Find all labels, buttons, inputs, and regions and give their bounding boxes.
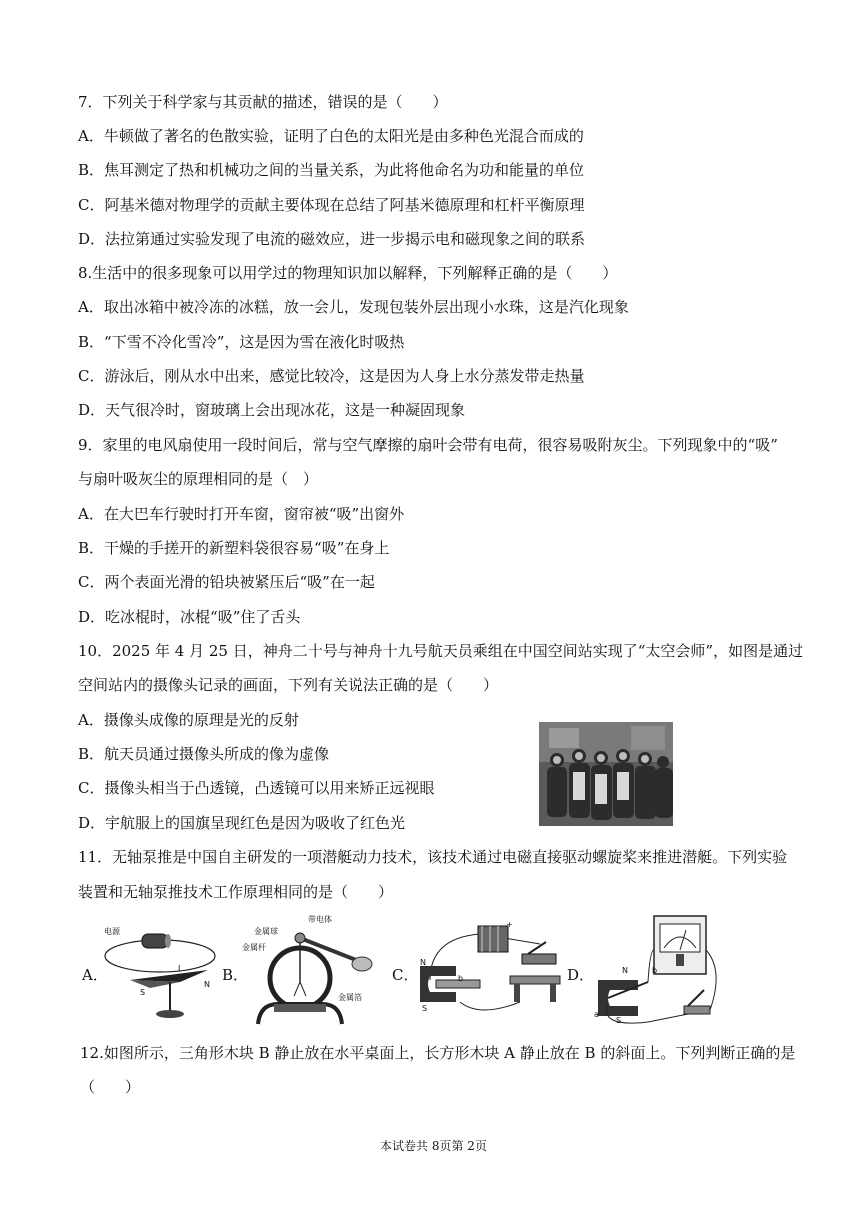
- q7-option-d: D．法拉第通过实验发现了电流的磁效应，进一步揭示电和磁现象之间的联系: [78, 230, 586, 248]
- q11-figure-b: [238, 912, 388, 1030]
- q9-stem-line2: 与扇叶吸灰尘的原理相同的是（ ）: [78, 470, 319, 488]
- q11-option-b-label: B．: [222, 966, 249, 984]
- q10-option-c: C．摄像头相当于凸透镜，凸透镜可以用来矫正远视眼: [78, 779, 435, 797]
- fig-c-b-label: b: [458, 974, 464, 983]
- q11-figure-c: [410, 918, 568, 1026]
- q8-option-a: A．取出冰箱中被冷冻的冰糕，放一会儿，发现包装外层出现小水珠，这是汽化现象: [78, 298, 629, 316]
- fig-d-s-label: S: [616, 1016, 622, 1025]
- q11-stem-line2: 装置和无轴泵推技术工作原理相同的是（ ）: [78, 883, 394, 901]
- q7-option-c: C．阿基米德对物理学的贡献主要体现在总结了阿基米德原理和杠杆平衡原理: [78, 196, 585, 214]
- fig-b-foil-label: 金属箔: [338, 993, 362, 1002]
- q11-figure-d: [588, 910, 728, 1032]
- fig-a-current-label: I: [178, 964, 181, 973]
- fig-c-s-label: S: [422, 1004, 428, 1013]
- q10-stem-line1: 10．2025 年 4 月 25 日，神舟二十号与神舟十九号航天员乘组在中国空间站实现了“太空会师”，如图是通过: [78, 642, 804, 660]
- q9-stem-line1: 9．家里的电风扇使用一段时间后，常与空气摩擦的扇叶会带有电荷，很容易吸附灰尘。下列现象中的“吸”: [78, 436, 778, 454]
- q7-option-a: A．牛顿做了著名的色散实验，证明了白色的太阳光是由多种色光混合而成的: [78, 127, 584, 145]
- q11-stem-line1: 11．无轴泵推是中国自主研发的一项潜艇动力技术，该技术通过电磁直接驱动螺旋桨来推进潜艇。下列实验: [78, 848, 788, 866]
- q8-stem: 8.生活中的很多现象可以用学过的物理知识加以解释，下列解释正确的是（ ）: [78, 264, 618, 282]
- q10-option-a: A．摄像头成像的原理是光的反射: [78, 711, 299, 729]
- fig-a-battery-label: 电源: [104, 927, 120, 936]
- q7-stem: 7．下列关于科学家与其贡献的描述，错误的是（ ）: [78, 93, 448, 111]
- q10-astronaut-photo: [539, 722, 673, 826]
- astronaut-photo-svg: [539, 722, 673, 826]
- q11-option-d-label: D．: [567, 966, 595, 984]
- page-footer: 本试卷共 8页第 2页: [380, 1139, 487, 1153]
- q11-option-c-label: C．: [392, 966, 419, 984]
- fig-a-s-label: S: [140, 988, 146, 997]
- q10-option-d: D．宇航服上的国旗呈现红色是因为吸收了红色光: [78, 814, 406, 832]
- q8-option-d: D．天气很冷时，窗玻璃上会出现冰花，这是一种凝固现象: [78, 401, 466, 419]
- fig-b-pole-label: 金属杆: [242, 943, 266, 952]
- q12-stem-line2: （ ）: [80, 1078, 141, 1096]
- figure-d-svg: [588, 910, 728, 1032]
- fig-d-b-label: b: [652, 966, 658, 975]
- fig-d-n-label: N: [622, 966, 628, 975]
- q8-option-b: B．“下雪不冷化雪冷”，这是因为雪在液化时吸热: [78, 333, 405, 351]
- q9-option-d: D．吃冰棍时，冰棍“吸”住了舌头: [78, 608, 301, 626]
- fig-b-rod-label: 带电体: [308, 915, 332, 924]
- fig-a-n-label: N: [204, 980, 210, 989]
- q11-figure-a: [100, 918, 222, 1026]
- q9-option-b: B．干燥的手搓开的新塑料袋很容易“吸”在身上: [78, 539, 390, 557]
- q10-option-b: B．航天员通过摄像头所成的像为虚像: [78, 745, 330, 763]
- fig-b-ball-label: 金属球: [254, 927, 278, 936]
- figure-c-svg: [410, 918, 568, 1026]
- q10-stem-line2: 空间站内的摄像头记录的画面，下列有关说法正确的是（ ）: [78, 676, 499, 694]
- q7-option-b: B．焦耳测定了热和机械功之间的当量关系，为此将他命名为功和能量的单位: [78, 161, 585, 179]
- fig-c-n-label: N: [420, 958, 426, 967]
- q12-stem-line1: 12.如图所示，三角形木块 B 静止放在水平桌面上，长方形木块 A 静止放在 B 的斜面上。下列判断正确的是: [80, 1044, 796, 1062]
- fig-c-plus-label: +: [506, 920, 513, 929]
- fig-d-a-label: a: [594, 1010, 599, 1019]
- q9-option-a: A．在大巴车行驶时打开车窗，窗帘被“吸”出窗外: [78, 505, 405, 523]
- q9-option-c: C．两个表面光滑的铅块被紧压后“吸”在一起: [78, 573, 375, 591]
- q11-option-a-label: A．: [82, 966, 108, 984]
- q8-option-c: C．游泳后，刚从水中出来，感觉比较冷，这是因为人身上水分蒸发带走热量: [78, 367, 585, 385]
